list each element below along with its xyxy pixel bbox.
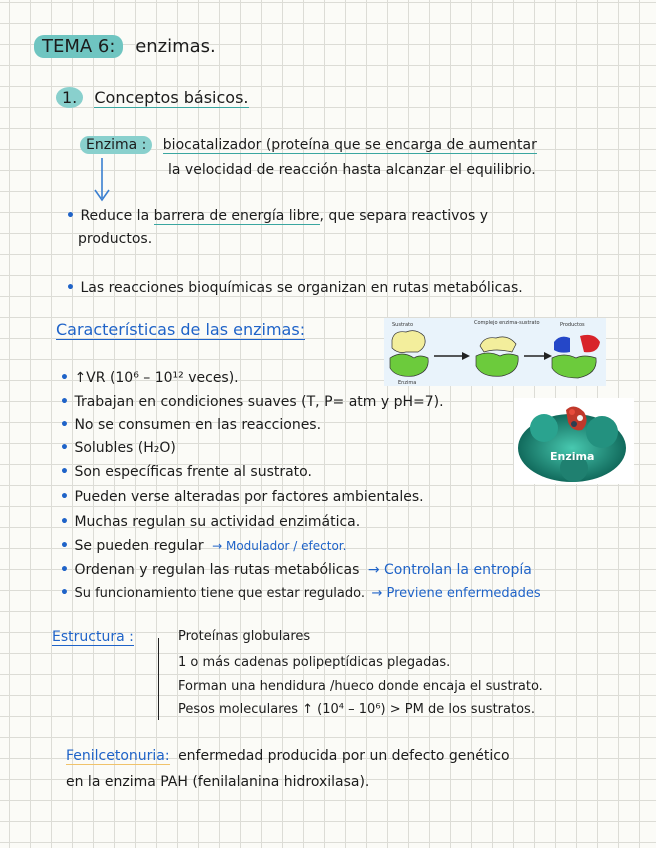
list-item: Pesos moleculares ↑ (10⁴ – 10⁶) > PM de los sustratos. — [178, 702, 535, 717]
bullet-icon: • — [60, 370, 69, 386]
title-label: TEMA 6: — [34, 35, 123, 58]
item-note: → Previene enfermedades — [371, 586, 541, 601]
definition-line2: la velocidad de reacción hasta alcanzar el equilibrio. — [168, 162, 536, 178]
estructura-bracket — [158, 638, 169, 720]
section-heading — [56, 88, 249, 107]
enzyme-term: Enzima : — [80, 136, 152, 154]
diagram-label-left: Sustrato — [392, 322, 414, 328]
estructura-heading: Estructura : — [52, 629, 134, 645]
diagram-svg — [384, 318, 606, 386]
bullet-text-c: , que separa reactivos y — [319, 208, 489, 224]
bullet-icon: • — [66, 280, 75, 296]
definition-line1: biocatalizador (proteína que se encarga de aumentar — [162, 137, 537, 153]
fenilcetonuria-line2: en la enzima PAH (fenilalanina hidroxilasa). — [66, 774, 370, 790]
list-item — [60, 489, 424, 505]
characteristics-heading: Características de las enzimas: — [56, 320, 306, 339]
title-text: enzimas. — [135, 36, 216, 57]
item-text: No se consumen en las reacciones. — [74, 417, 322, 433]
list-item: 1 o más cadenas polipeptídicas plegadas. — [178, 655, 451, 670]
bullet-icon: • — [60, 394, 69, 410]
bullet-text: Las reacciones bioquímicas se organizan en rutas metabólicas. — [80, 280, 523, 296]
arrow-down-icon — [92, 156, 112, 204]
bullet-icon: • — [66, 208, 75, 224]
enzyme-model-image — [514, 398, 634, 484]
list-item — [60, 464, 312, 480]
list-item — [60, 370, 239, 386]
item-text: Trabajan en condiciones suaves (T, P= atm y pH=7). — [74, 394, 444, 410]
item-note: → Modulador / efector. — [212, 539, 347, 553]
bullet-icon: • — [60, 489, 69, 505]
diagram-label-right: Productos — [560, 322, 585, 328]
item-text: Solubles (H₂O) — [74, 440, 176, 456]
bullet-text-b: barrera de energía libre — [153, 208, 320, 224]
list-item — [60, 514, 360, 530]
list-item — [66, 280, 523, 296]
bullet-icon: • — [60, 464, 69, 480]
list-item — [60, 417, 321, 433]
page-title — [34, 36, 216, 57]
fenilcetonuria-term: Fenilcetonuria: — [66, 748, 170, 764]
enzyme-definition — [80, 137, 537, 153]
list-item-continued: productos. — [78, 231, 153, 247]
diagram-label-bottom: Enzima — [398, 380, 417, 386]
enzyme-substrate-diagram — [384, 318, 606, 386]
section-number: 1. — [56, 87, 83, 108]
bullet-icon: • — [60, 562, 69, 578]
list-item: Proteínas globulares — [178, 629, 311, 644]
list-item — [60, 585, 541, 601]
section-title: Conceptos básicos. — [94, 88, 249, 107]
item-text: Se pueden regular — [74, 538, 204, 554]
item-text: Pueden verse alteradas por factores ambientales. — [74, 489, 424, 505]
bullet-icon: • — [60, 538, 69, 554]
diagram-label-mid: Complejo enzima-sustrato — [474, 320, 540, 326]
item-note: → Controlan la entropía — [367, 562, 532, 578]
list-item: Forman una hendidura /hueco donde encaja el sustrato. — [178, 679, 543, 694]
item-text: Su funcionamiento tiene que estar regulado. — [74, 586, 365, 601]
item-text: Son específicas frente al sustrato. — [74, 464, 312, 480]
list-item — [60, 562, 532, 578]
bullet-icon: • — [60, 440, 69, 456]
list-item — [60, 394, 444, 410]
list-item — [60, 440, 176, 456]
fenilcetonuria-definition — [66, 748, 510, 764]
enzyme-model-svg — [514, 398, 634, 484]
bullet-text-a: Reduce la — [80, 208, 154, 224]
item-text: Ordenan y regulan las rutas metabólicas — [74, 562, 360, 578]
photo-label: Enzima — [550, 450, 595, 463]
item-text: Muchas regulan su actividad enzimática. — [74, 514, 361, 530]
fenilcetonuria-line1: enfermedad producida por un defecto genético — [178, 748, 510, 764]
list-item — [60, 538, 346, 554]
bullet-icon: • — [60, 514, 69, 530]
bullet-icon: • — [60, 585, 69, 601]
bullet-icon: • — [60, 417, 69, 433]
list-item — [66, 208, 488, 224]
item-text: ↑VR (10⁶ – 10¹² veces). — [74, 370, 239, 386]
